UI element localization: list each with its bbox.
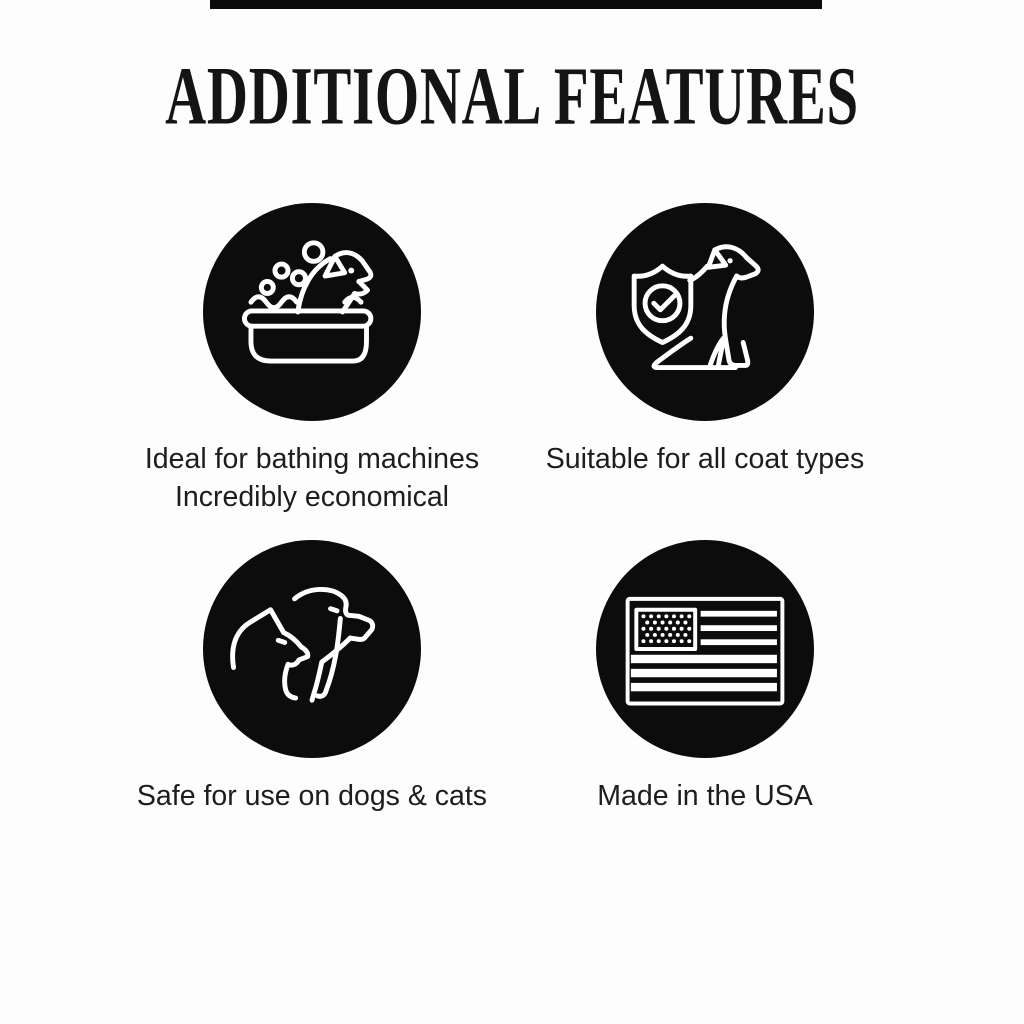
caption-line: Suitable for all coat types — [545, 443, 865, 475]
feature-caption — [102, 440, 522, 516]
feature-card-bathing — [102, 203, 522, 516]
feature-caption — [495, 440, 915, 478]
feature-caption — [495, 777, 915, 815]
feature-card-dogs-cats — [102, 540, 522, 815]
dog-with-shield-check-icon — [596, 203, 814, 421]
feature-circle — [596, 540, 814, 758]
feature-card-coat-types — [495, 203, 915, 478]
caption-line: Incredibly economical — [174, 481, 450, 513]
feature-circle — [203, 540, 421, 758]
feature-circle — [596, 203, 814, 421]
caption-line: Ideal for bathing machines — [144, 443, 480, 475]
caption-line: Safe for use on dogs & cats — [136, 780, 488, 812]
top-divider-bar — [210, 0, 822, 9]
caption-line: Made in the USA — [597, 780, 813, 812]
usa-flag-icon — [596, 540, 814, 758]
cat-and-dog-heads-icon — [203, 540, 421, 758]
feature-circle — [203, 203, 421, 421]
page-title: ADDITIONAL FEATURES — [165, 51, 859, 143]
dog-in-bathtub-icon — [203, 203, 421, 421]
feature-caption — [102, 777, 522, 815]
feature-card-made-in-usa — [495, 540, 915, 815]
